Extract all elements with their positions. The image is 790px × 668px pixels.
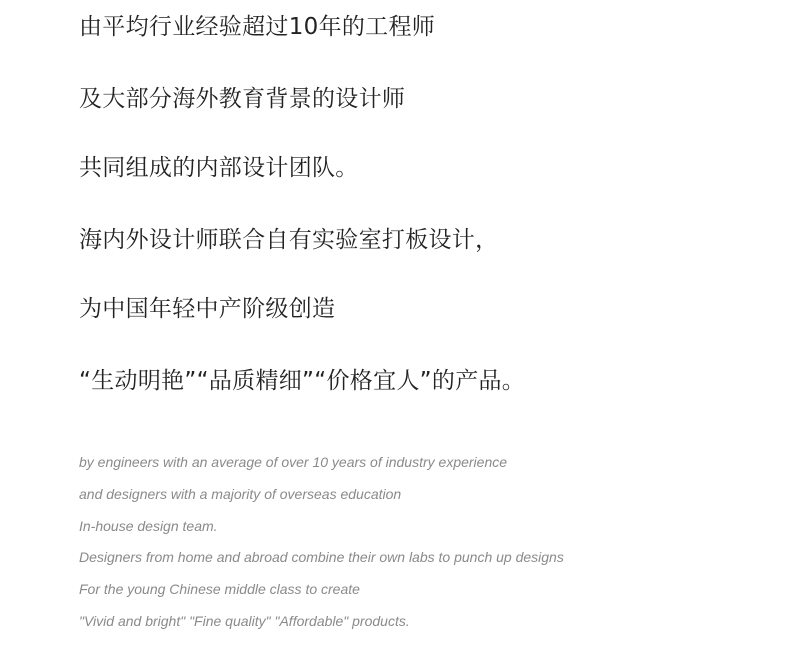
english-text-line: "Vivid and bright" "Fine quality" "Affordable" products. [79, 613, 410, 629]
chinese-text-line: “生动明艳”“品质精细”“价格宜人”的产品。 [79, 368, 526, 394]
chinese-text-line: 为中国年轻中产阶级创造 [79, 296, 336, 322]
chinese-text-line: 由平均行业经验超过10年的工程师 [79, 14, 436, 40]
chinese-text-line: 共同组成的内部设计团队。 [79, 155, 359, 181]
english-text-line: For the young Chinese middle class to create [79, 581, 360, 597]
english-text-line: Designers from home and abroad combine their own labs to punch up designs [79, 549, 564, 565]
english-text-line: and designers with a majority of overseas education [79, 486, 402, 502]
chinese-text-line: 及大部分海外教育背景的设计师 [79, 86, 406, 112]
chinese-text-line: 海内外设计师联合自有实验室打板设计， [79, 227, 499, 253]
english-text-line: In-house design team. [79, 518, 218, 534]
english-text-line: by engineers with an average of over 10 years of industry experience [79, 454, 508, 470]
